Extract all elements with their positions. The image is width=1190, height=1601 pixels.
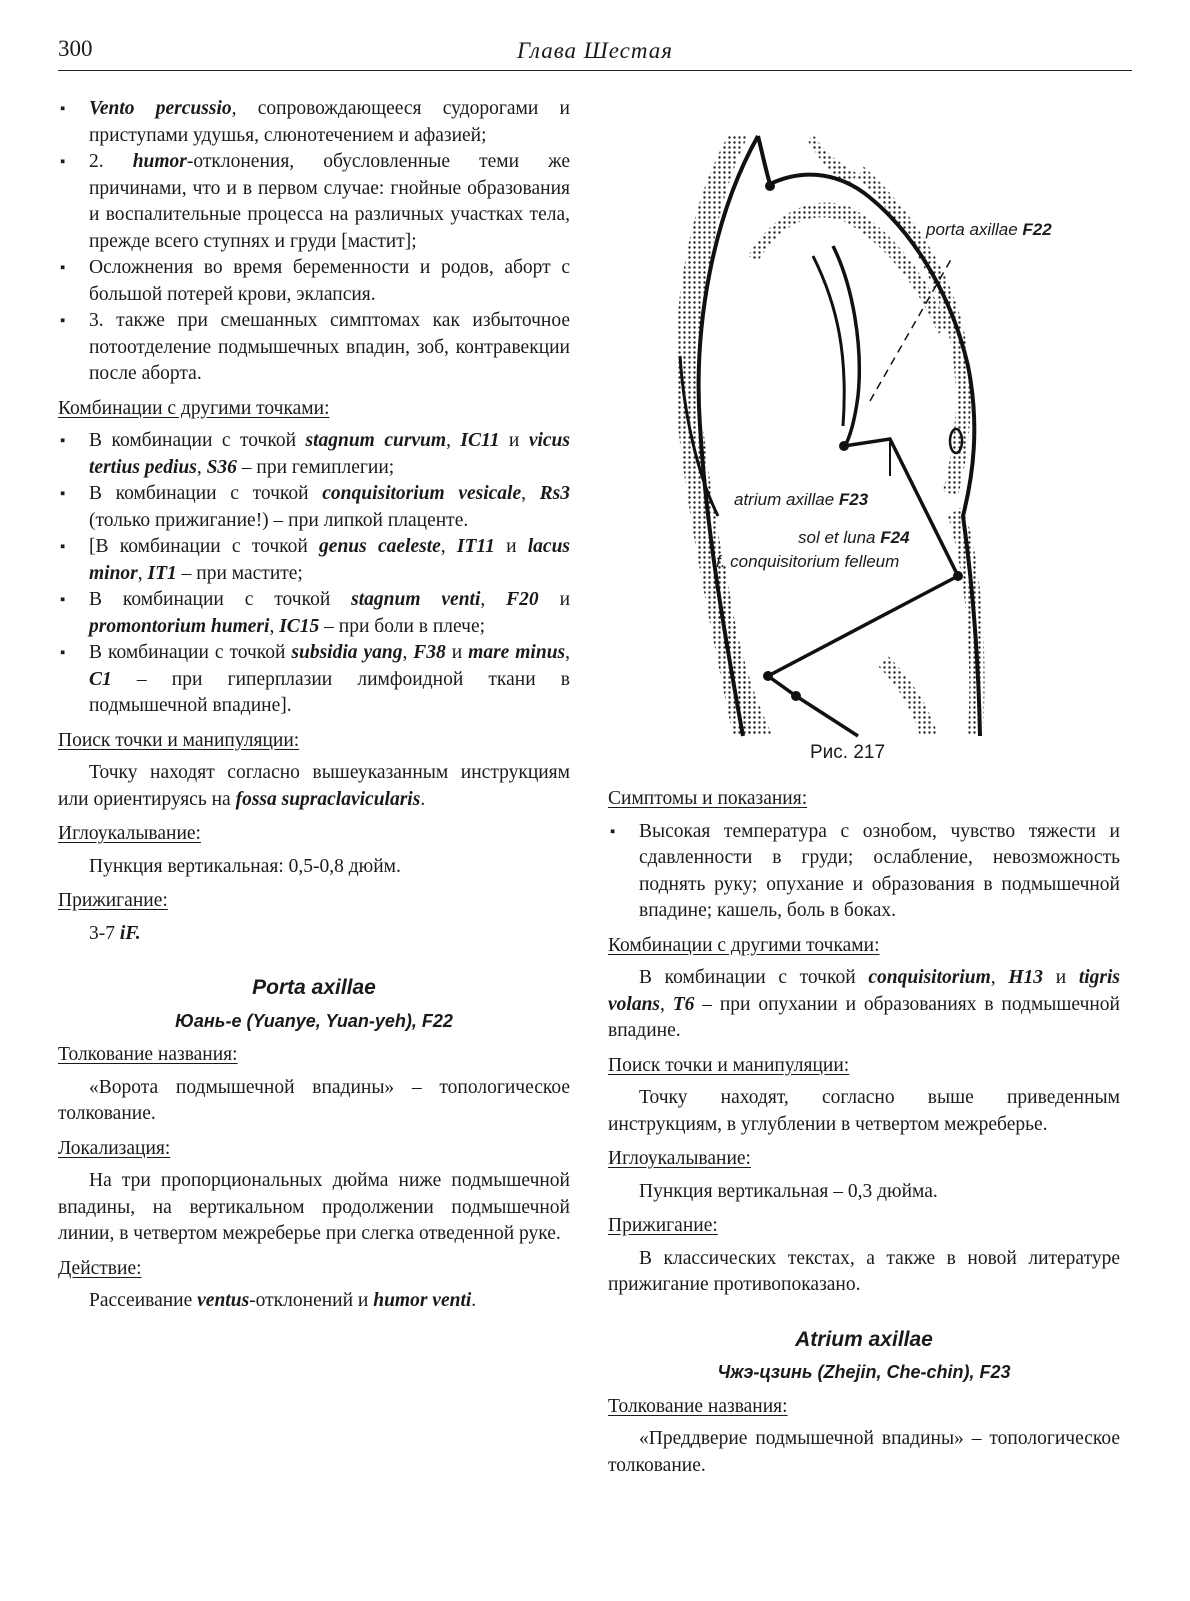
left-column [58,96,570,1321]
section-heading: Прижигание: [608,1215,718,1236]
section-heading: Иглоукалывание: [608,1148,751,1169]
intro-list [58,96,570,388]
combos-list [58,428,570,720]
list-item: ▪ 3. также при смешанных симптомах как избыточное потоотделение подмышечных впадин, зоб, контравекции после аборта. [58,308,570,388]
point-subtitle: Юань-е (Yuanye, Yuan-yeh), F22 [175,1010,453,1031]
paragraph: Пункция вертикальная – 0,3 дюйма. [639,1180,938,1202]
point-marker [953,571,963,581]
left-shading [675,136,758,736]
page-header [58,36,1132,71]
paragraph: Пункция вертикальная: 0,5-0,8 дюйм. [89,855,401,877]
right-column [608,778,1120,1485]
list-item: ▪ Высокая температура с ознобом, чувство тяжести и сдавленности в груди; ослабление, невозможность поднять руку; опухание и образования в подмышечной впадине; кашель, боль в боках. [608,819,1120,925]
anatomy-figure [608,96,1120,786]
section-heading: Локализация: [58,1137,171,1159]
list-item: ▪ В комбинации с точкой stagnum curvum, IC11 и vicus tertius pedius, S36 – при гемиплегии; [58,428,570,481]
chapter-title: Глава Шестая [517,38,673,63]
section-heading: Иглоукалывание: [58,823,201,844]
section-heading: Толкование названия: [608,1395,788,1417]
section-heading: Комбинации с другими точками: [608,934,880,956]
section-heading: Поиск точки и манипуляции: [608,1054,850,1076]
list-item: ▪ [В комбинации с точкой genus caeleste, IT11 и lacus minor, IT1 – при мастите; [58,534,570,587]
paragraph: «Ворота подмышечной впадины» – топологическое толкование. [58,1076,570,1124]
section-heading: Поиск точки и манипуляции: [58,729,300,751]
torso-drawing [608,96,1120,746]
section-heading: Действие: [58,1257,142,1279]
point-title: Atrium axillae [795,1327,933,1351]
label-sol-et-luna: sol et luna F24 [798,528,910,547]
paragraph: Точку находят, согласно выше приведенным инструкциям, в углублении в четвертом межреберье. [608,1087,1120,1135]
arm-outline [833,246,859,448]
shoulder-shading [748,203,948,334]
point-title: Porta axillae [252,976,376,999]
figure-caption: Рис. 217 [810,742,886,763]
paragraph: Рассеивание ventus-отклонений и humor venti. [89,1290,477,1311]
point-marker [763,671,773,681]
right-shading [858,166,971,496]
point-marker [791,691,801,701]
point-marker [765,181,775,191]
label-porta-axillae: porta axillae F22 [926,220,1052,239]
list-item: ▪ Осложнения во время беременности и родов, аборт с большой потерей крови, эклапсия. [58,255,570,308]
paragraph: «Преддверие подмышечной впадины» – топологическое толкование. [608,1428,1120,1476]
paragraph: В комбинации с точкой conquisitorium, H13 и tigris volans, T6 – при опухании и образованиях в подмышечной впадине. [608,967,1121,1041]
paragraph: В классических текстах, а также в новой литературе прижигание противопоказано. [608,1247,1120,1295]
arm-outline-inner [813,256,844,426]
section-heading: Прижигание: [58,890,168,911]
list-item: ▪ В комбинации с точкой subsidia yang, F38 и mare minus, C1 – при гиперплазии лимфоидной ткани в подмышечной впадине]. [58,640,570,720]
paragraph: На три пропорциональных дюйма ниже подмышечной впадины, на вертикальном продолжении подмышечной линии, в четвертом межреберье при слегка отведенной руке. [58,1170,570,1244]
list-item: ▪ В комбинации с точкой conquisitorium vesicale, Rs3 (только прижигание!) – при липкой плаценте. [58,481,570,534]
paragraph: Точку находят согласно вышеуказанным инструкциям или ориентируясь на fossa supraclavicularis. [58,762,570,810]
list-item: ▪ Vento percussio, сопровождающееся судорогами и приступами удушья, слюнотечением и афазией; [58,96,570,149]
list-item: ▪ 2. humor-отклонения, обусловленные теми же причинами, что и в первом случае: гнойные образования и воспалительные процесса на различных участках тела, прежде всего ступнях и груди [мастит]; [58,149,570,255]
symptoms-list [608,819,1120,925]
lower-right-shading [878,656,938,736]
point-subtitle: Чжэ-цзинь (Zhejin, Che-chin), F23 [717,1362,1011,1382]
point-marker [839,441,849,451]
list-item: ▪ В комбинации с точкой stagnum venti, F20 и promontorium humeri, IC15 – при боли в плече; [58,587,570,640]
section-heading: Толкование названия: [58,1044,238,1065]
label-conquisitorium: f. conquisitorium felleum [716,552,900,571]
page-number: 300 [58,36,93,61]
label-atrium-axillae: atrium axillae F23 [734,490,869,509]
paragraph: 3-7 iF. [89,922,141,944]
section-heading: Комбинации с другими точками: [58,397,330,419]
section-heading: Симптомы и показания: [608,788,808,809]
